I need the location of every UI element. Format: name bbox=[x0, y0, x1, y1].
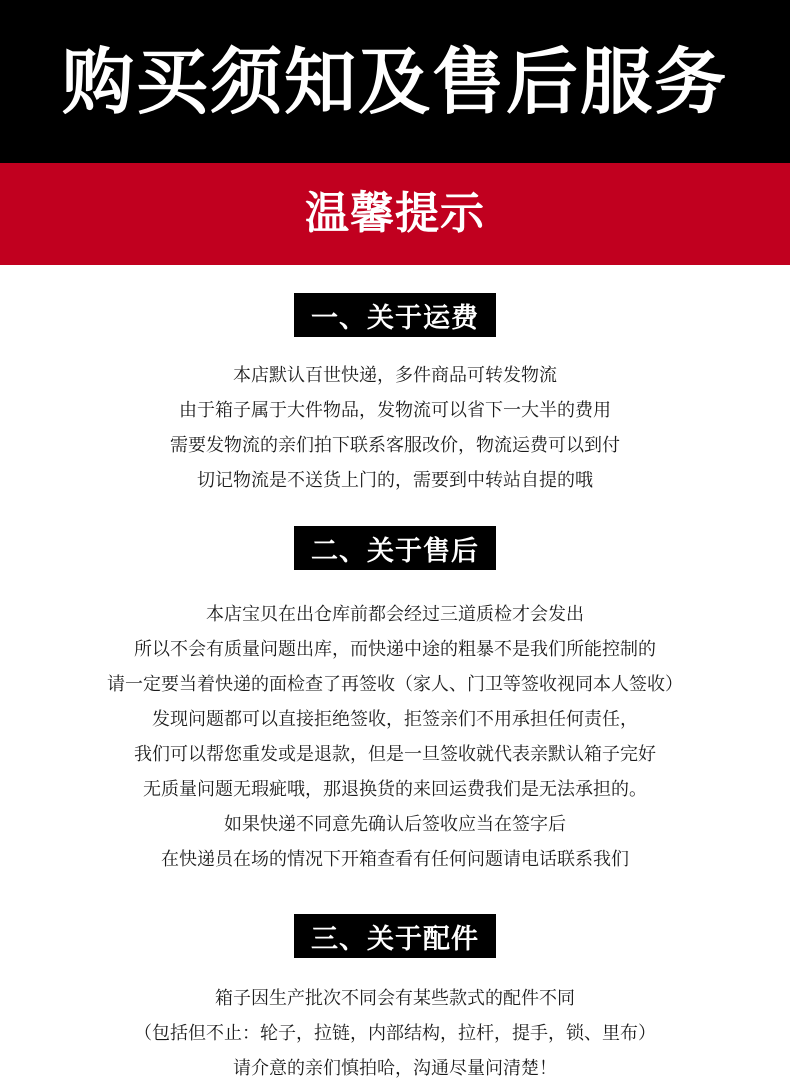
section-body-after-sales bbox=[0, 597, 790, 877]
section-body-accessories bbox=[0, 981, 790, 1086]
body-line: 我们可以帮您重发或是退款，但是一旦签收就代表亲默认箱子完好 bbox=[134, 744, 656, 765]
body-line: 本店宝贝在出仓库前都会经过三道质检才会发出 bbox=[206, 604, 584, 625]
body-line: 在快递员在场的情况下开箱查看有任何问题请电话联系我们 bbox=[161, 849, 629, 870]
section-heading-accessories: 三、关于配件 bbox=[294, 914, 496, 958]
body-line: 由于箱子属于大件物品，发物流可以省下一大半的费用 bbox=[179, 400, 611, 421]
body-line: 发现问题都可以直接拒绝签收，拒签亲们不用承担任何责任， bbox=[152, 709, 638, 730]
body-line: 请介意的亲们慎拍哈，沟通尽量问清楚！ bbox=[233, 1058, 557, 1079]
section-heading-after-sales: 二、关于售后 bbox=[294, 526, 496, 570]
body-line: 切记物流是不送货上门的，需要到中转站自提的哦 bbox=[197, 470, 593, 491]
body-line: 请一定要当着快递的面检查了再签收（家人、门卫等签收视同本人签收） bbox=[107, 674, 683, 695]
body-line: 所以不会有质量问题出库，而快递中途的粗暴不是我们所能控制的 bbox=[134, 639, 656, 660]
body-line: 本店默认百世快递，多件商品可转发物流 bbox=[233, 365, 557, 386]
section-body-shipping bbox=[0, 358, 790, 498]
notice-title: 温馨提示 bbox=[305, 188, 485, 239]
section-heading-shipping: 一、关于运费 bbox=[294, 293, 496, 337]
body-line: 如果快递不同意先确认后签收应当在签字后 bbox=[224, 814, 566, 835]
body-line: 需要发物流的亲们拍下联系客服改价，物流运费可以到付 bbox=[170, 435, 620, 456]
notice-banner bbox=[0, 163, 790, 265]
body-line: 箱子因生产批次不同会有某些款式的配件不同 bbox=[215, 988, 575, 1009]
page-title: 购买须知及售后服务 bbox=[61, 39, 728, 124]
page-title-banner bbox=[0, 0, 790, 163]
body-line: 无质量问题无瑕疵哦，那退换货的来回运费我们是无法承担的。 bbox=[143, 779, 647, 800]
body-line: （包括但不止：轮子，拉链，内部结构，拉杆，提手，锁、里布） bbox=[134, 1023, 656, 1044]
